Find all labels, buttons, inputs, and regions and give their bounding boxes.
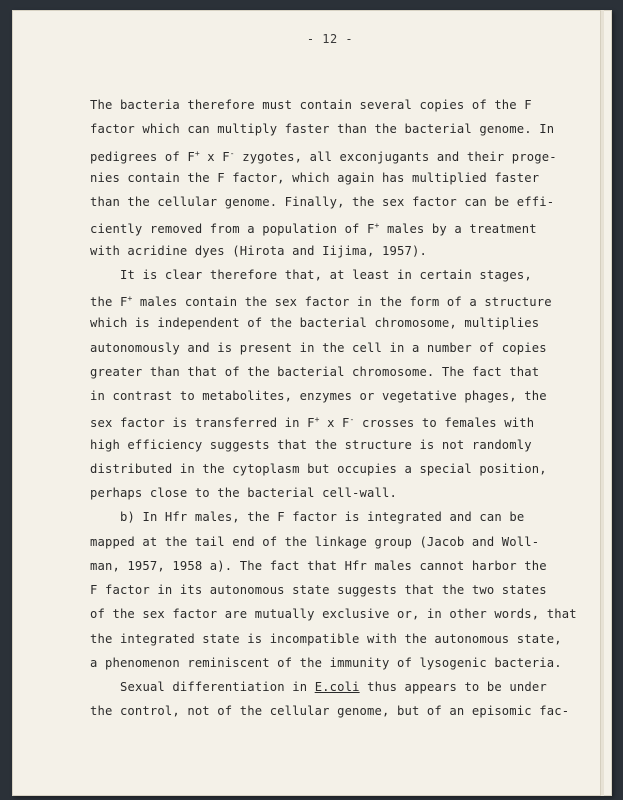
superscript: - [349, 415, 355, 425]
text-span: x F [319, 416, 350, 431]
text-span: in contrast to metabolites, enzymes or vegetative phages, the [90, 389, 547, 403]
superscript: + [194, 148, 200, 158]
text-line [90, 292, 552, 309]
text-span: distributed in the cytoplasm but occupies a special position, [90, 461, 547, 476]
text-line [90, 438, 532, 452]
text-span: a phenomenon reminiscent of the immunity of lysogenic bacteria. [90, 655, 562, 670]
text-span: sex factor is transferred in F [90, 416, 315, 431]
text-line [120, 510, 524, 524]
text-span: high efficiency suggests that the structure is not randomly [90, 437, 532, 452]
text-span: F factor in its autonomous state suggests that the two states [90, 583, 547, 597]
text-span: autonomously and is present in the cell in a number of copies [90, 340, 547, 355]
text-line [120, 680, 547, 694]
text-line [90, 244, 427, 258]
page-number: - 12 - [306, 32, 354, 46]
superscript: + [374, 221, 380, 231]
text-line [90, 389, 547, 403]
text-span: with acridine dyes (Hirota and Iijima, 1957). [90, 243, 427, 258]
document-page [12, 10, 612, 796]
text-line [90, 413, 534, 430]
text-span: man, 1957, 1958 a). The fact that Hfr males cannot harbor the [90, 558, 547, 573]
text-span: zygotes, all exconjugants and their proge- [234, 149, 557, 164]
text-span: pedigrees of F [90, 149, 195, 164]
text-line [90, 656, 562, 670]
text-span: crosses to females with [354, 416, 535, 431]
text-line [90, 316, 539, 330]
text-line [90, 171, 539, 185]
text-span: nies contain the F factor, which again has multiplied faster [90, 170, 540, 185]
text-span: greater than that of the bacterial chromosome. The fact that [90, 364, 540, 379]
text-line [90, 195, 554, 209]
text-span: perhaps close to the bacterial cell-wall. [90, 486, 397, 500]
text-line [90, 559, 547, 573]
text-span: thus appears to be under [359, 680, 547, 694]
text-span: than the cellular genome. Finally, the sex factor can be effi- [90, 195, 555, 209]
text-span: ciently removed from a population of F [90, 222, 375, 237]
text-line [90, 583, 547, 597]
text-span: mapped at the tail end of the linkage group (Jacob and Woll- [90, 534, 540, 549]
text-line [90, 219, 537, 236]
superscript: + [127, 294, 133, 303]
text-span: It is clear therefore that, at least in certain stages, [120, 267, 532, 282]
text-line [90, 486, 397, 500]
text-line [90, 462, 547, 476]
text-span: x F [199, 149, 230, 164]
text-line [90, 632, 562, 646]
text-line [90, 535, 539, 549]
text-line [90, 98, 532, 112]
text-span: b) In Hfr males, the F factor is integrated and can be [120, 510, 525, 525]
page-edge [600, 10, 604, 796]
text-span: which is independent of the bacterial chromosome, multiplies [90, 316, 540, 331]
text-span: the control, not of the cellular genome, but of an episomic fac- [90, 704, 570, 719]
text-line [90, 122, 554, 136]
text-line [90, 147, 557, 164]
text-span: males contain the sex factor in the form of a structure [132, 295, 552, 309]
text-line [90, 607, 577, 621]
text-line [90, 341, 547, 355]
text-span: the F [90, 295, 128, 309]
text-line [120, 268, 532, 282]
text-line [90, 704, 569, 718]
text-span: Sexual differentiation in [120, 680, 315, 694]
superscript: + [314, 415, 320, 425]
text-line [90, 365, 539, 379]
underlined-text: E.coli [314, 680, 360, 694]
superscript: - [229, 148, 235, 158]
text-span: The bacteria therefore must contain several copies of the F [90, 98, 532, 112]
text-span: of the sex factor are mutually exclusive or, in other words, that [90, 607, 577, 622]
text-span: males by a treatment [379, 222, 537, 237]
text-span: factor which can multiply faster than the bacterial genome. In [90, 122, 555, 137]
text-span: the integrated state is incompatible with the autonomous state, [90, 631, 562, 646]
